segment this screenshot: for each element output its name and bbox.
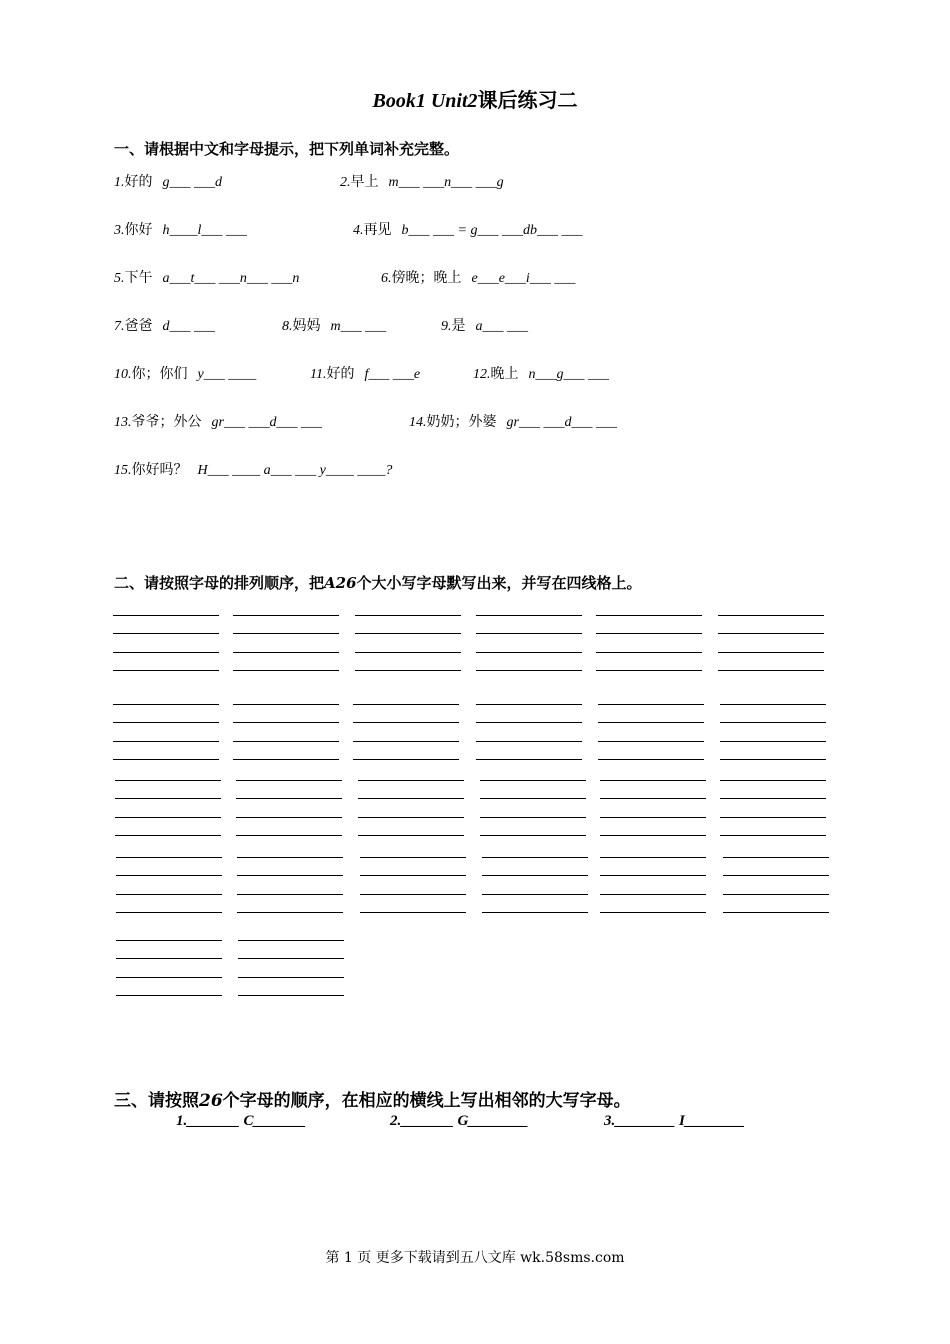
item-chinese: 你；你们 [131, 366, 188, 382]
word-item-15[interactable] [114, 459, 392, 479]
grid-line [355, 670, 461, 671]
item-hint: h____l___ ___ [162, 223, 247, 238]
item-chinese: 妈妈 [292, 318, 321, 334]
item-number: 11. [310, 367, 327, 382]
section3-heading-pre: 三、请按照 [114, 1091, 199, 1111]
grid-line [353, 741, 459, 742]
grid-line [233, 741, 339, 742]
item-chinese: 早上 [350, 174, 379, 190]
grid-line [358, 798, 464, 799]
item-chinese: 傍晚；晚上 [391, 270, 462, 286]
grid-line [116, 857, 222, 858]
grid-line [720, 722, 826, 723]
item-hint: b___ ___ = g___ ___db___ ___ [401, 223, 583, 238]
grid-line [476, 741, 582, 742]
grid-line [480, 817, 586, 818]
sequence-item-3[interactable]: 3.________ I________ [604, 1113, 745, 1129]
grid-line [237, 894, 343, 895]
item-chinese: 好的 [326, 366, 355, 382]
grid-line [237, 857, 343, 858]
item-number: 5. [114, 271, 125, 286]
sequence-letter: G [457, 1113, 469, 1129]
grid-line [113, 633, 219, 634]
grid-line [113, 722, 219, 723]
grid-line [236, 798, 342, 799]
word-item-9[interactable] [441, 315, 528, 335]
grid-line [476, 704, 582, 705]
grid-line [233, 759, 339, 760]
grid-line [116, 940, 222, 941]
item-hint: n___g___ ___ [528, 367, 609, 382]
grid-line [358, 835, 464, 836]
grid-line [233, 722, 339, 723]
item-chinese: 你好 [124, 222, 153, 238]
word-item-14[interactable] [409, 411, 617, 431]
section3-heading-it: 26 [199, 1091, 223, 1111]
item-chinese: 你好吗？ [131, 462, 188, 478]
grid-line [720, 817, 826, 818]
grid-line [723, 857, 829, 858]
word-item-12[interactable] [473, 363, 609, 383]
grid-line [600, 798, 706, 799]
word-item-5[interactable] [114, 267, 299, 287]
grid-line [233, 615, 339, 616]
grid-line [355, 633, 461, 634]
item-number: 13. [114, 415, 132, 430]
grid-line [236, 817, 342, 818]
grid-line [720, 780, 826, 781]
title-en: Book1 Unit2 [372, 90, 478, 112]
grid-line [115, 798, 221, 799]
item-hint: gr___ ___d___ ___ [506, 415, 617, 430]
grid-line [116, 912, 222, 913]
grid-line [720, 741, 826, 742]
item-number: 12. [473, 367, 491, 382]
grid-line [600, 894, 706, 895]
word-item-10[interactable] [114, 363, 256, 383]
grid-line [113, 615, 219, 616]
grid-line [480, 798, 586, 799]
grid-line [596, 615, 702, 616]
grid-line [476, 670, 582, 671]
item-number: 9. [441, 319, 452, 334]
item-hint: a___t___ ___n___ ___n [162, 271, 300, 286]
grid-line [480, 835, 586, 836]
grid-line [115, 817, 221, 818]
item-hint: f___ ___e [364, 367, 421, 382]
item-chinese: 奶奶；外婆 [426, 414, 497, 430]
section3-heading-post: 个字母的顺序，在相应的横线上写出相邻的大写字母。 [222, 1091, 631, 1111]
grid-line [482, 875, 588, 876]
grid-line [116, 977, 222, 978]
item-chinese: 晚上 [490, 366, 519, 382]
grid-line [720, 759, 826, 760]
word-item-4[interactable] [353, 219, 582, 239]
grid-line [113, 652, 219, 653]
grid-line [360, 894, 466, 895]
grid-line [236, 835, 342, 836]
item-hint: a___ ___ [475, 319, 528, 334]
word-item-13[interactable] [114, 411, 322, 431]
grid-line [723, 875, 829, 876]
grid-line [238, 940, 344, 941]
grid-line [355, 615, 461, 616]
grid-line [353, 704, 459, 705]
grid-line [600, 912, 706, 913]
item-number: 3. [114, 223, 125, 238]
item-number: 6. [381, 271, 392, 286]
grid-line [233, 704, 339, 705]
grid-line [476, 759, 582, 760]
grid-line [718, 670, 824, 671]
sequence-item-2[interactable]: 2._______ G________ [390, 1113, 529, 1129]
word-item-6[interactable] [381, 267, 575, 287]
section3-heading [114, 1086, 631, 1111]
grid-line [718, 615, 824, 616]
section2-heading-post: 个大小写字母默写出来，并写在四线格上。 [356, 574, 642, 592]
grid-line [355, 652, 461, 653]
item-number: 8. [282, 319, 293, 334]
item-chinese: 下午 [124, 270, 153, 286]
grid-line [720, 798, 826, 799]
item-chinese: 是 [451, 318, 466, 334]
grid-line [116, 958, 222, 959]
grid-line [113, 741, 219, 742]
grid-line [482, 894, 588, 895]
item-chinese: 爷爷；外公 [131, 414, 202, 430]
grid-line [600, 835, 706, 836]
grid-line [233, 670, 339, 671]
grid-line [723, 894, 829, 895]
grid-line [116, 894, 222, 895]
grid-line [476, 633, 582, 634]
page-footer: 第 1 页 更多下载请到五八文库 wk.58sms.com [325, 1250, 625, 1266]
grid-line [476, 722, 582, 723]
grid-line [237, 875, 343, 876]
grid-line [723, 912, 829, 913]
section2-heading-pre: 二、请按照字母的排列顺序，把 [114, 574, 325, 592]
grid-line [596, 633, 702, 634]
grid-line [720, 835, 826, 836]
grid-line [116, 875, 222, 876]
sequence-num: 2. [390, 1113, 402, 1129]
grid-line [718, 652, 824, 653]
grid-line [718, 633, 824, 634]
grid-line [113, 704, 219, 705]
item-number: 2. [340, 175, 351, 190]
grid-line [238, 977, 344, 978]
section2-heading-it: A26 [324, 574, 357, 592]
item-hint: d___ ___ [162, 319, 215, 334]
grid-line [236, 780, 342, 781]
word-item-3[interactable] [114, 219, 247, 239]
grid-line [237, 912, 343, 913]
grid-line [360, 857, 466, 858]
section2-heading [114, 572, 642, 593]
grid-line [720, 704, 826, 705]
grid-line [600, 857, 706, 858]
grid-line [233, 652, 339, 653]
grid-line [360, 875, 466, 876]
item-hint: m___ ___ [330, 319, 387, 334]
item-hint: H___ ____ a___ ___ y____ ____? [197, 463, 393, 478]
item-hint: m___ ___n___ ___g [388, 175, 504, 190]
grid-line [482, 857, 588, 858]
grid-line [600, 875, 706, 876]
item-number: 1. [114, 175, 125, 190]
grid-line [476, 615, 582, 616]
title-zh: 课后练习二 [477, 88, 578, 112]
grid-line [116, 995, 222, 996]
grid-line [233, 633, 339, 634]
word-item-7[interactable] [114, 315, 215, 335]
item-hint: y___ ____ [197, 367, 257, 382]
grid-line [600, 780, 706, 781]
grid-line [353, 722, 459, 723]
sequence-num: 3. [604, 1113, 616, 1129]
grid-line [115, 780, 221, 781]
sequence-letter: C [243, 1113, 254, 1129]
grid-line [113, 670, 219, 671]
sequence-item-1[interactable]: 1._______ C_______ [176, 1113, 307, 1129]
item-chinese: 再见 [363, 222, 392, 238]
word-item-8[interactable] [282, 315, 386, 335]
grid-line [238, 995, 344, 996]
word-item-1[interactable] [114, 171, 222, 191]
sequence-letter: I [679, 1113, 685, 1129]
grid-line [596, 670, 702, 671]
item-number: 7. [114, 319, 125, 334]
grid-line [600, 817, 706, 818]
grid-line [358, 780, 464, 781]
page-title [0, 84, 950, 113]
item-hint: e___e___i___ ___ [471, 271, 576, 286]
item-number: 14. [409, 415, 427, 430]
item-chinese: 爸爸 [124, 318, 153, 334]
word-item-11[interactable] [310, 363, 420, 383]
item-hint: g___ ___d [162, 175, 222, 190]
grid-line [476, 652, 582, 653]
grid-line [598, 704, 704, 705]
grid-line [598, 741, 704, 742]
item-number: 15. [114, 463, 132, 478]
grid-line [360, 912, 466, 913]
section1-heading: 一、请根据中文和字母提示，把下列单词补充完整。 [114, 140, 460, 158]
item-chinese: 好的 [124, 174, 153, 190]
grid-line [358, 817, 464, 818]
sequence-num: 1. [176, 1113, 188, 1129]
grid-line [353, 759, 459, 760]
grid-line [598, 759, 704, 760]
grid-line [115, 835, 221, 836]
grid-line [238, 958, 344, 959]
grid-line [482, 912, 588, 913]
item-hint: gr___ ___d___ ___ [211, 415, 322, 430]
grid-line [596, 652, 702, 653]
grid-line [480, 780, 586, 781]
grid-line [113, 759, 219, 760]
word-item-2[interactable] [340, 171, 504, 191]
item-number: 10. [114, 367, 132, 382]
item-number: 4. [353, 223, 364, 238]
grid-line [598, 722, 704, 723]
